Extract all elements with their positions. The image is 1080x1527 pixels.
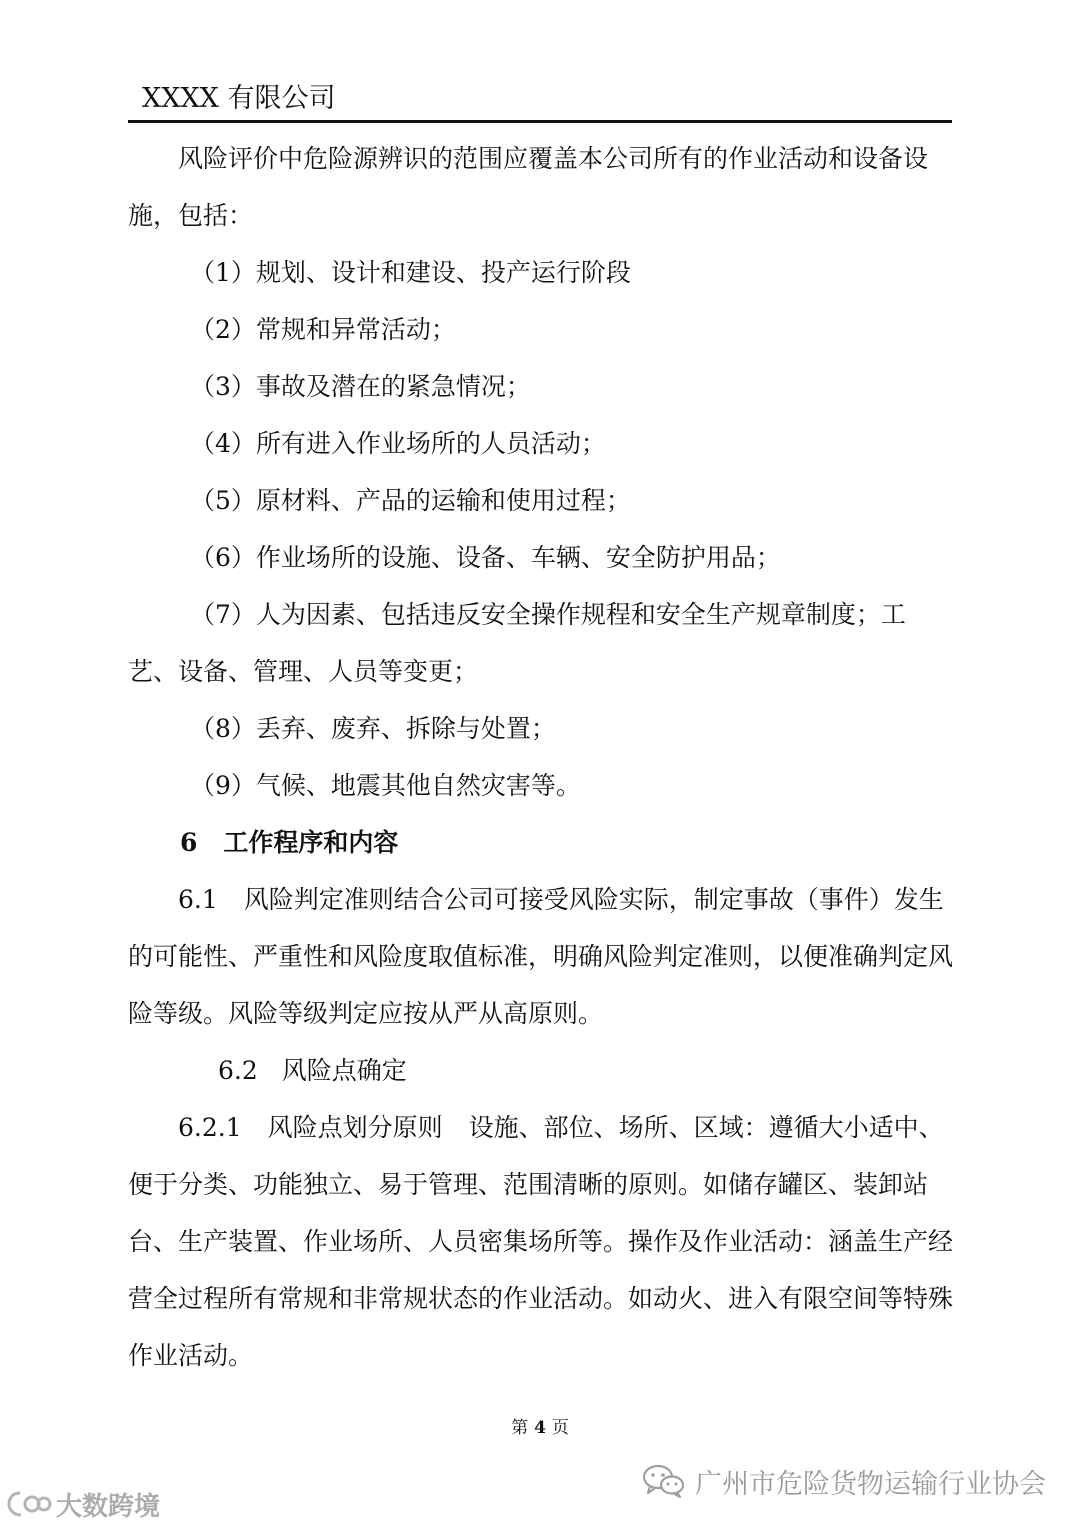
page-number-value: 4 <box>534 1418 546 1438</box>
section-number: 6 <box>180 828 198 857</box>
page-header <box>128 80 952 124</box>
header-rule <box>128 120 952 123</box>
watermark-publisher <box>641 1461 1046 1501</box>
list-item: （4）所有进入作业场所的人员活动； <box>190 429 606 458</box>
clause-text: 风险判定准则结合公司可接受风险实际，制定事故（事件）发生的可能性、严重性和风险度取值标准，明确风险判定准则，以便准确判定风险等级。风险等级判定应按从严从高原则。 <box>128 885 954 1028</box>
company-name: XXXX 有限公司 <box>142 83 336 114</box>
subsection-number: 6.2 <box>218 1056 258 1085</box>
section-title: 工作程序和内容 <box>223 828 399 857</box>
watermark-brand <box>6 1486 160 1522</box>
clause-title: 风险点划分原则 <box>267 1113 443 1142</box>
list-item: （1）规划、设计和建设、投产运行阶段 <box>190 258 631 287</box>
document-body <box>128 130 954 1384</box>
list-item: （9）气候、地震其他自然灾害等。 <box>190 771 581 800</box>
page-prefix: 第 <box>511 1418 529 1438</box>
list-item: （8）丢弃、废弃、拆除与处置； <box>190 714 556 743</box>
wechat-icon <box>641 1462 687 1500</box>
page-number <box>0 1417 1080 1439</box>
subsection-title: 风险点确定 <box>281 1056 407 1085</box>
intro-paragraph: 风险评价中危险源辨识的范围应覆盖本公司所有的作业活动和设备设施，包括： <box>128 144 929 230</box>
page-suffix: 页 <box>551 1418 569 1438</box>
clause-number: 6.1 <box>178 885 218 914</box>
clause-6-1 <box>128 871 954 1042</box>
list-item: （7）人为因素、包括违反安全操作规程和安全生产规章制度；工艺、设备、管理、人员等变更； <box>128 600 906 686</box>
clause-number: 6.2.1 <box>178 1113 242 1142</box>
brand-logo-icon <box>6 1489 52 1519</box>
list-item: （2）常规和异常活动； <box>190 315 456 344</box>
subsection-heading <box>128 1042 954 1099</box>
list-item: （6）作业场所的设施、设备、车辆、安全防护用品； <box>190 543 781 572</box>
clause-6-2-1 <box>128 1099 954 1384</box>
clause-text: 设施、部位、场所、区域：遵循大小适中、便于分类、功能独立、易于管理、范围清晰的原则。如储存罐区、装卸站台、生产装置、作业场所、人员密集场所等。操作及作业活动：涵盖生产经营全过程所有常规和非常规状态的作业活动。如动火、进入有限空间等特殊作业活动。 <box>128 1113 954 1370</box>
list-item: （3）事故及潜在的紧急情况； <box>190 372 531 401</box>
list-item: （5）原材料、产品的运输和使用过程； <box>190 486 631 515</box>
section-heading <box>128 814 954 871</box>
brand-name: 大数跨境 <box>56 1491 161 1522</box>
publisher-name: 广州市危险货物运输行业协会 <box>695 1468 1046 1500</box>
